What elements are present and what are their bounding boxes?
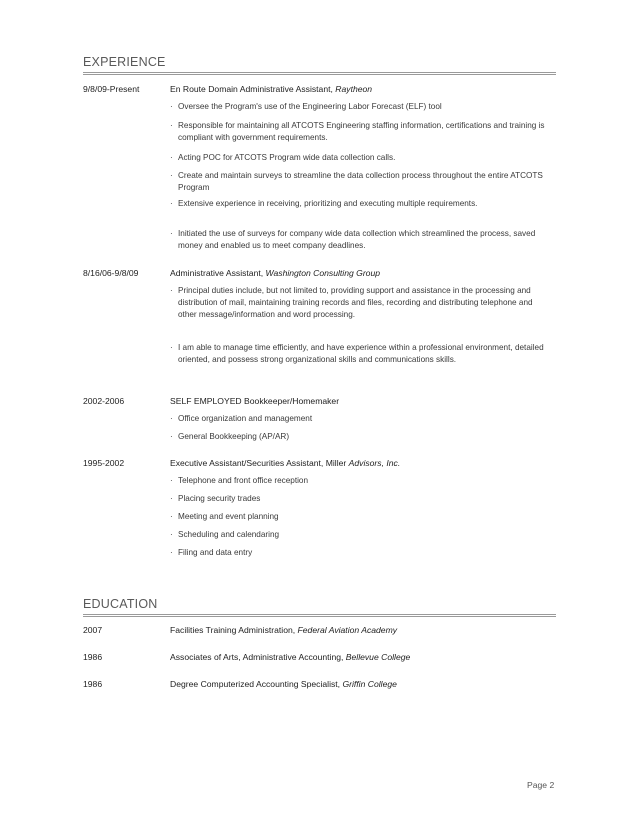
entry-date: 1986 bbox=[83, 679, 103, 689]
experience-divider bbox=[83, 72, 556, 75]
degree-title: Associates of Arts, Administrative Accounting, bbox=[170, 652, 344, 662]
bullet-item: · Telephone and front office reception bbox=[170, 476, 309, 485]
bullet-dot-icon: · bbox=[170, 343, 173, 352]
bullet-item: · Acting POC for ATCOTS Program wide data collection calls. bbox=[170, 153, 396, 162]
bullet-dot-icon: · bbox=[170, 199, 173, 208]
job-title: En Route Domain Administrative Assistant, bbox=[170, 84, 333, 94]
entry-title bbox=[170, 396, 339, 406]
bullet-item: · Office organization and management bbox=[170, 414, 313, 423]
employer-name: Raytheon bbox=[335, 84, 373, 94]
school-name: Federal Aviation Academy bbox=[297, 625, 398, 635]
bullet-dot-icon: · bbox=[170, 121, 173, 130]
page-number: Page 2 bbox=[527, 780, 555, 790]
bullet-item: · Oversee the Program's use of the Engineering Labor Forecast (ELF) tool bbox=[170, 102, 442, 111]
bullet-dot-icon: · bbox=[170, 414, 173, 423]
entry-date: 9/8/09-Present bbox=[83, 84, 140, 94]
bullet-dot-icon: · bbox=[170, 512, 173, 521]
bullet-item: · General Bookkeeping (AP/AR) bbox=[170, 432, 290, 441]
entry-title bbox=[170, 625, 397, 635]
entry-date: 1995-2002 bbox=[83, 458, 125, 468]
bullet-dot-icon: · bbox=[170, 494, 173, 503]
entry-title bbox=[170, 268, 380, 278]
school-name: Bellevue College bbox=[345, 652, 411, 662]
education-heading: EDUCATION bbox=[83, 597, 158, 611]
entry-date: 1986 bbox=[83, 652, 103, 662]
bullet-dot-icon: · bbox=[170, 153, 173, 162]
bullet-dot-icon: · bbox=[170, 229, 173, 238]
entry-date: 2007 bbox=[83, 625, 103, 635]
school-name: Griffin College bbox=[342, 679, 397, 689]
bullet-item: · I am able to manage time efficiently, and have experience within a professional environment, detailed oriented, and possess strong organizational skills and communications skills. bbox=[170, 343, 544, 364]
entry-date: 2002-2006 bbox=[83, 396, 125, 406]
employer-name: Advisors, Inc. bbox=[348, 458, 401, 468]
bullet-dot-icon: · bbox=[170, 548, 173, 557]
job-title: Executive Assistant/Securities Assistant, Miller bbox=[170, 458, 347, 468]
bullet-dot-icon: · bbox=[170, 286, 173, 295]
bullet-dot-icon: · bbox=[170, 102, 173, 111]
entry-title bbox=[170, 652, 410, 662]
entry-title bbox=[170, 679, 397, 689]
bullet-item: · Responsible for maintaining all ATCOTS Engineering staffing information, certifications and training is compliant with government requirements. bbox=[170, 121, 545, 142]
education-divider bbox=[83, 614, 556, 617]
bullet-item: · Placing security trades bbox=[170, 494, 261, 503]
bullet-item: · Principal duties include, but not limited to, providing support and assistance in the processing and distribution of mail, maintaining training records and files, recording and distributing telephone and other message/information and word processing. bbox=[170, 286, 533, 319]
employer-name: Washington Consulting Group bbox=[265, 268, 381, 278]
bullet-item: · Extensive experience in receiving, prioritizing and executing multiple requirements. bbox=[170, 199, 478, 208]
degree-title: Facilities Training Administration, bbox=[170, 625, 296, 635]
bullet-item: · Initiated the use of surveys for company wide data collection which streamlined the process, saved money and enabled us to meet company deadlines. bbox=[170, 229, 536, 250]
entry-title bbox=[170, 458, 400, 468]
bullet-dot-icon: · bbox=[170, 432, 173, 441]
bullet-item: · Create and maintain surveys to streamline the data collection process throughout the entire ATCOTS Program bbox=[170, 171, 543, 192]
bullet-dot-icon: · bbox=[170, 530, 173, 539]
degree-title: Degree Computerized Accounting Specialist, bbox=[170, 679, 341, 689]
bullet-item: · Scheduling and calendaring bbox=[170, 530, 280, 539]
experience-heading: EXPERIENCE bbox=[83, 55, 166, 69]
bullet-item: · Meeting and event planning bbox=[170, 512, 279, 521]
entry-date: 8/16/06-9/8/09 bbox=[83, 268, 139, 278]
bullet-dot-icon: · bbox=[170, 171, 173, 180]
entry-title bbox=[170, 84, 372, 94]
bullet-item: · Filing and data entry bbox=[170, 548, 253, 557]
job-title: SELF EMPLOYED Bookkeeper/Homemaker bbox=[170, 396, 340, 406]
job-title: Administrative Assistant, bbox=[170, 268, 264, 278]
bullet-dot-icon: · bbox=[170, 476, 173, 485]
